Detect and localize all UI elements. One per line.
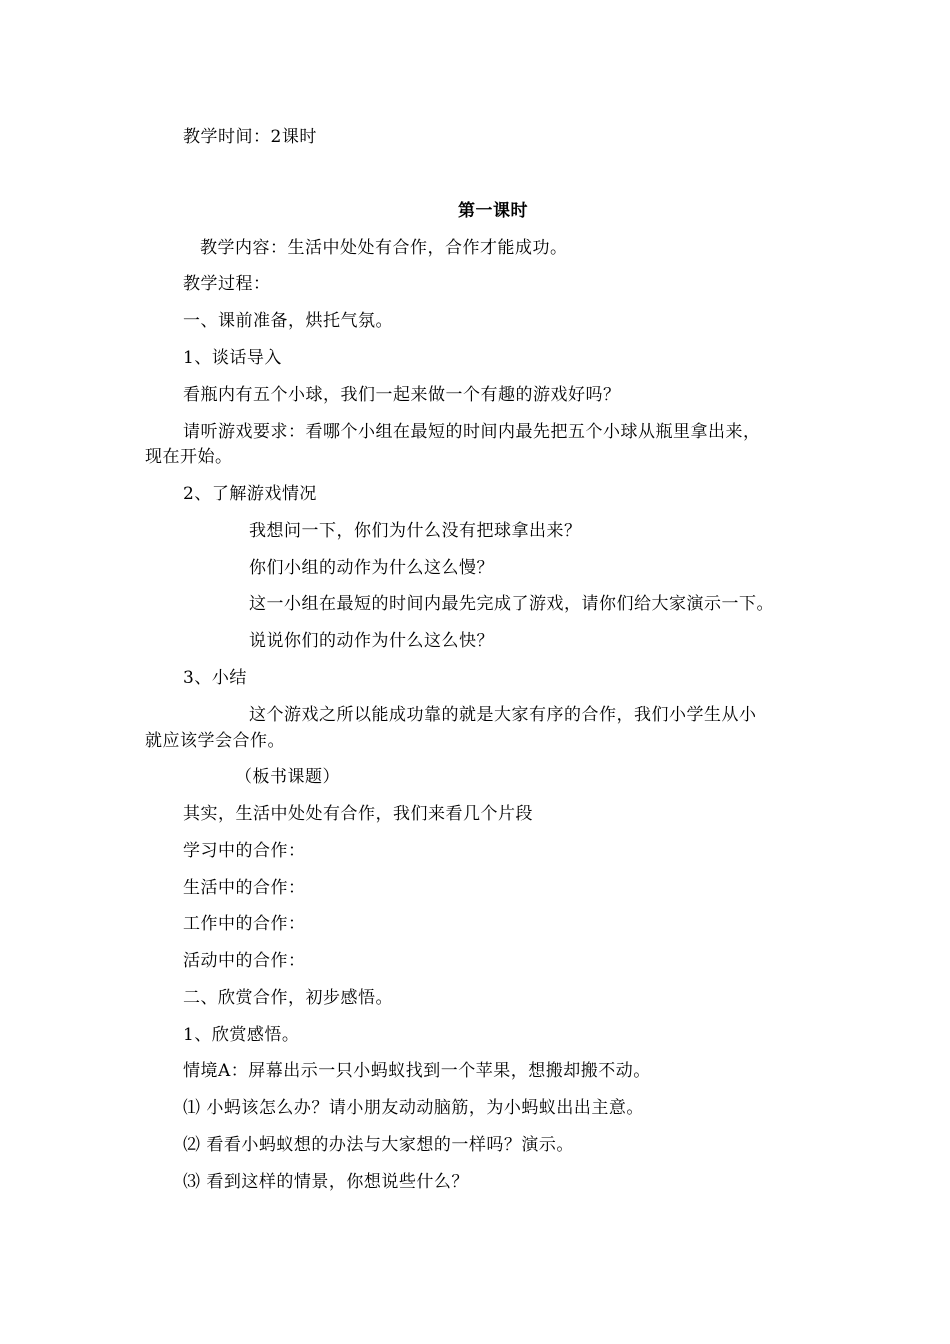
scenario-a: 情境A：屏幕出示一只小蚂蚁找到一个苹果，想搬却搬不动。 — [183, 1061, 651, 1081]
question-2: 你们小组的动作为什么这么慢？ — [249, 558, 494, 578]
cooperation-activity: 活动中的合作： — [183, 951, 306, 971]
list-item-1: ⑴ 小蚂该怎么办？请小朋友动动脑筋，为小蚂蚁出出主意。 — [183, 1098, 644, 1118]
intro-question: 看瓶内有五个小球，我们一起来做一个有趣的游戏好吗？ — [183, 385, 621, 405]
lesson-title: 第一课时 — [458, 201, 528, 221]
game-rule-line1: 请听游戏要求：看哪个小组在最短的时间内最先把五个小球从瓶里拿出来， — [183, 422, 761, 442]
step2-heading: 2、了解游戏情况 — [183, 484, 317, 504]
question-1: 我想问一下，你们为什么没有把球拿出来？ — [249, 521, 582, 541]
teaching-time: 教学时间：2课时 — [183, 127, 317, 147]
teaching-process-label: 教学过程： — [183, 274, 271, 294]
step3-heading: 3、小结 — [183, 668, 247, 688]
question-3: 这一小组在最短的时间内最先完成了游戏，请你们给大家演示一下。 — [249, 594, 774, 614]
question-4: 说说你们的动作为什么这么快？ — [249, 631, 494, 651]
cooperation-life: 生活中的合作： — [183, 878, 306, 898]
section2-heading: 二、欣赏合作，初步感悟。 — [183, 988, 393, 1008]
teaching-content: 教学内容：生活中处处有合作，合作才能成功。 — [200, 238, 568, 258]
step2-1-heading: 1、欣赏感悟。 — [183, 1025, 300, 1045]
game-rule-line2: 现在开始。 — [145, 447, 233, 467]
summary-line1: 这个游戏之所以能成功靠的就是大家有序的合作，我们小学生从小 — [249, 705, 757, 725]
board-title: （板书课题） — [235, 767, 340, 787]
section1-heading: 一、课前准备，烘托气氛。 — [183, 311, 393, 331]
fragments-intro: 其实，生活中处处有合作，我们来看几个片段 — [183, 804, 533, 824]
cooperation-work: 工作中的合作： — [183, 914, 306, 934]
step1-heading: 1、谈话导入 — [183, 348, 282, 368]
summary-line2: 就应该学会合作。 — [145, 731, 285, 751]
cooperation-study: 学习中的合作： — [183, 841, 306, 861]
list-item-3: ⑶ 看到这样的情景，你想说些什么？ — [183, 1172, 469, 1192]
list-item-2: ⑵ 看看小蚂蚁想的办法与大家想的一样吗？演示。 — [183, 1135, 574, 1155]
